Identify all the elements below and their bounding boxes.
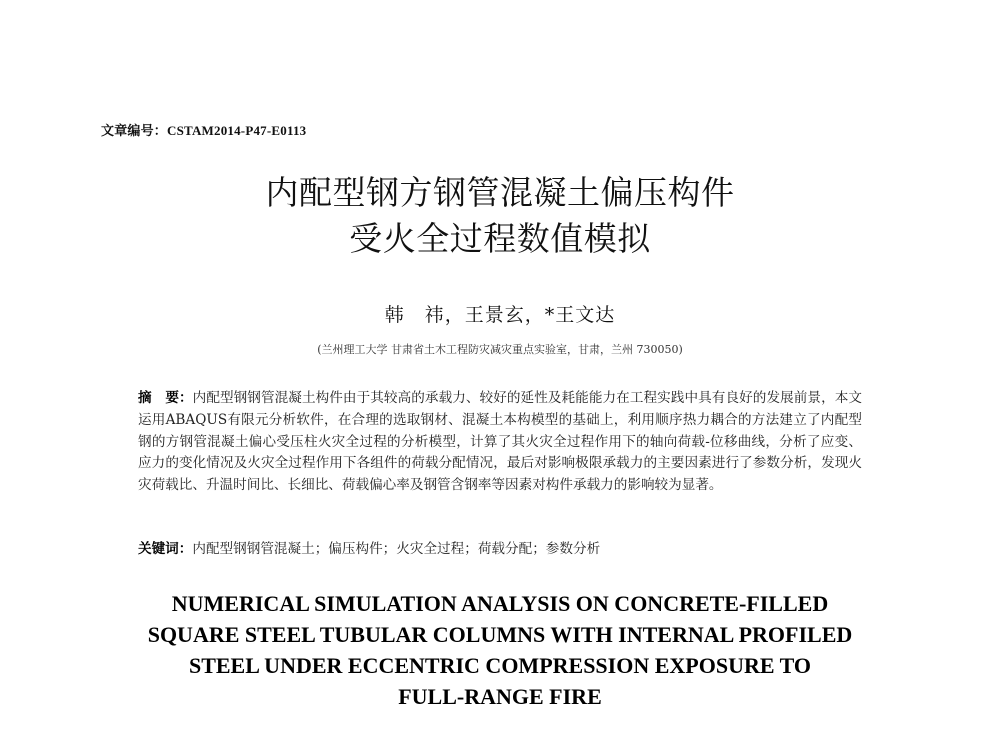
article-number xyxy=(101,120,306,139)
english-title-line-1: NUMERICAL SIMULATION ANALYSIS ON CONCRETE-FILLED xyxy=(171,591,829,616)
author-list: 韩 祎，王景玄，*王文达 xyxy=(384,304,616,326)
abstract-text: 内配型钢钢管混凝土构件由于其较高的承载力、较好的延性及耗能能力在工程实践中具有良好的发展前景，本文运用ABAQUS有限元分析软件，在合理的选取钢材、混凝土本构模型的基础上，利用顺序热力耦合的方法建立了内配型钢的方钢管混凝土偏心受压柱火灾全过程的分析模型，计算了其火灾全过程作用下的轴向荷载-位移曲线，分析了应变、应力的变化情况及火灾全过程作用下各组件的荷载分配情况，最后对影响极限承载力的主要因素进行了参数分析，发现火灾荷载比、升温时间比、长细比、荷载偏心率及钢管含钢率等因素对构件承载力的影响较为显著。 xyxy=(138,390,863,494)
english-title xyxy=(80,588,920,712)
keywords-text: 内配型钢钢管混凝土；偏压构件；火灾全过程；荷载分配；参数分析 xyxy=(192,541,601,557)
english-title-line-3: STEEL UNDER ECCENTRIC COMPRESSION EXPOSURE TO xyxy=(188,653,812,678)
chinese-title-line-1: 内配型钢方钢管混凝土偏压构件 xyxy=(265,173,735,212)
affiliation: (兰州理工大学 甘肃省土木工程防灾减灾重点实验室，甘肃，兰州 730050) xyxy=(317,343,683,356)
keywords xyxy=(138,539,862,560)
english-title-line-4: FULL-RANGE FIRE xyxy=(398,684,602,709)
keywords-label: 关键词： xyxy=(138,541,193,557)
english-title-line-2: SQUARE STEEL TUBULAR COLUMNS WITH INTERNAL PROFILED xyxy=(147,622,853,647)
article-number-label: 文章编号： xyxy=(101,124,168,139)
abstract xyxy=(138,388,862,497)
abstract-label: 摘 要： xyxy=(138,390,193,406)
chinese-title-line-2: 受火全过程数值模拟 xyxy=(349,219,651,258)
article-number-value: CSTAM2014-P47-E0113 xyxy=(167,123,307,138)
